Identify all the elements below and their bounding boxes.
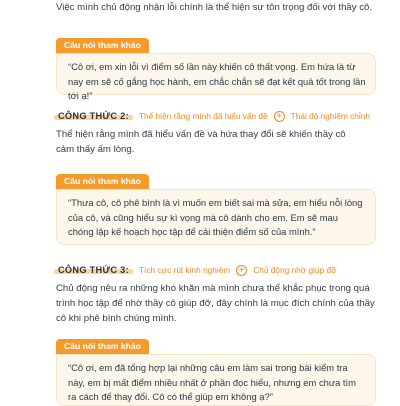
quote-card-2 <box>56 189 376 245</box>
formula-3-part1: Tích cực rút kinh nghiệm <box>138 265 231 275</box>
formula-3-label: CÔNG THỨC 3: <box>58 265 129 275</box>
formula-3-part2: Chủ động nhờ giúp đỡ <box>253 265 337 275</box>
quote-card-3 <box>56 354 376 406</box>
quote-card-1 <box>56 53 376 101</box>
formula-3-heading <box>56 262 337 278</box>
sample-label-2: Câu nói tham khảo <box>56 174 149 189</box>
formula-2-heading <box>56 108 370 124</box>
quote-text-3: “Cô ơi, em đã tổng hợp lại những câu em làm sai trong bài kiểm tra này, em bị mất điểm nhiều nhất ở phần đọc hiểu, nhưng em chưa tìm ra cách để thay đổi. Cô có thể giúp em không ạ?” <box>68 362 356 402</box>
sample-label-1: Câu nói tham khảo <box>56 38 149 53</box>
formula-3-description: Chủ động nêu ra những khó khăn mà mình chưa thể khắc phục trong quá trình học tập để nhờ thầy cô giúp đỡ, đây chính là mục đích chính của thầy cô khi phê bình chúng mình. <box>56 283 375 324</box>
quote-text-2: “Thưa cô, cô phê bình là vì muốn em biết sai mà sửa, em hiểu nỗi lòng của cô, và cũng hiểu sự kì vọng mà cô dành cho em. Em sẽ mau chóng lập kế hoạch học tập để cải thiện điểm số của mình.” <box>68 197 363 237</box>
formula-2-part1: Thể hiện rằng mình đã hiểu vấn đề <box>138 111 268 121</box>
sample-label-3: Câu nói tham khảo <box>56 339 149 354</box>
intro-paragraph: Việc mình chủ động nhận lỗi chính là thể hiện sự tôn trọng đối với thầy cô. <box>56 2 373 13</box>
quote-text-1: “Cô ơi, em xin lỗi vì điểm số lần này khiến cô thất vọng. Em hứa là từ nay em sẽ cố gắng học hành, em chắc chắn sẽ đạt kết quả tốt trong lần tới ạ!” <box>68 61 366 101</box>
formula-2-label: CÔNG THỨC 2: <box>58 111 129 121</box>
plus-icon: + <box>274 111 285 122</box>
formula-2-part2: Thái độ nghiêm chỉnh <box>290 111 370 121</box>
formula-2-description: Thể hiện rằng mình đã hiểu vấn đề và hứa thay đổi sẽ khiến thầy cô cảm thấy ấm lòng. <box>56 129 346 155</box>
plus-icon: + <box>236 265 247 276</box>
